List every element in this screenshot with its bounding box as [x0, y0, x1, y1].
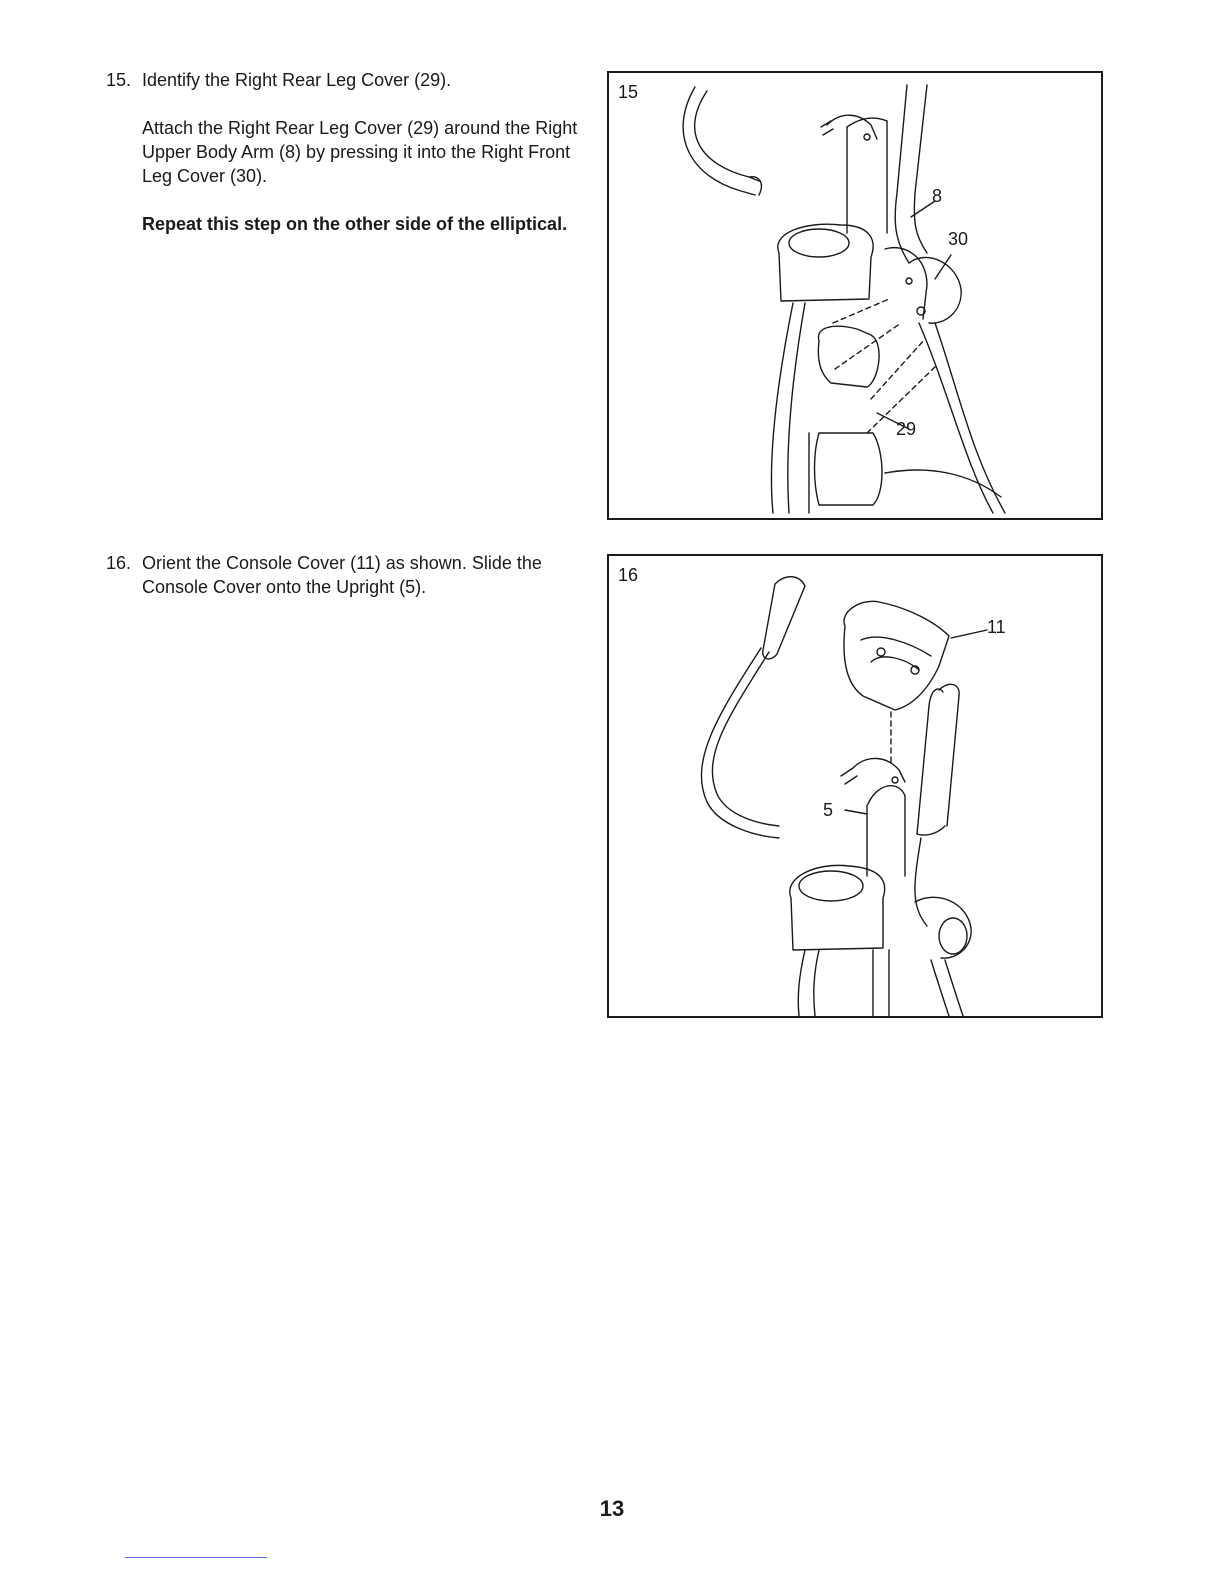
step-paragraph: Attach the Right Rear Leg Cover (29) around the Right Upper Body Arm (8) by pressing it into the Right Front Leg Cover (30).: [142, 118, 578, 186]
step-paragraph: Orient the Console Cover (11) as shown. Slide the Console Cover onto the Upright (5).: [142, 553, 542, 597]
figure-15: [607, 71, 1103, 520]
callout-8: 8: [932, 186, 943, 206]
footer-rule: [125, 1557, 267, 1558]
callout-11: 11: [987, 617, 1006, 637]
figure-16: [607, 554, 1103, 1018]
step-15: [106, 68, 586, 236]
figure-number: 16: [618, 565, 639, 585]
callout-5: 5: [823, 800, 834, 820]
figure-15-drawing: [609, 73, 1103, 520]
step-note: Repeat this step on the other side of the elliptical.: [142, 214, 568, 234]
callout-29: 29: [896, 419, 917, 439]
figure-number: 15: [618, 82, 639, 102]
step-16: [106, 551, 586, 599]
step-number: 15.: [106, 70, 132, 90]
step-number: 16.: [106, 553, 132, 573]
step-paragraph: Identify the Right Rear Leg Cover (29).: [142, 70, 452, 90]
page-number: 13: [599, 1496, 625, 1521]
figure-16-drawing: [609, 556, 1103, 1018]
callout-30: 30: [948, 229, 969, 249]
